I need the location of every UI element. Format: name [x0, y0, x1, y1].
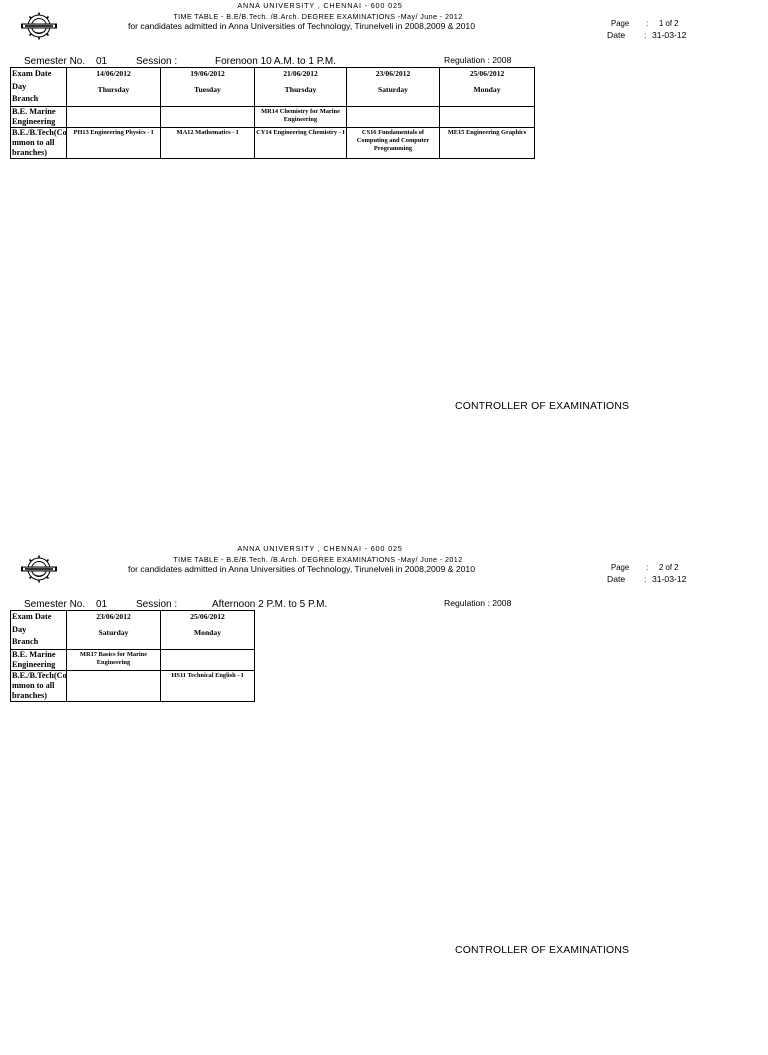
date-label: Date [607, 574, 626, 584]
row-labels-cell [11, 611, 67, 650]
session-time: Afternoon 2 P.M. to 5 P.M. [212, 599, 328, 610]
exam-day: Saturday [378, 85, 408, 94]
subject-cell: HS11 Technical English - I [161, 670, 255, 701]
exam-date-label: Exam Date [12, 69, 52, 78]
timetable-page-1 [0, 0, 768, 512]
date-column-header [440, 68, 535, 107]
date-colon: : [644, 574, 647, 584]
exam-date: 21/06/2012 [283, 69, 318, 78]
date-column-header [347, 68, 440, 107]
subject-cell: CS16 Fundamentals of Computing and Computer Programming [347, 127, 440, 158]
page-colon: : [646, 563, 649, 572]
exam-date-label: Exam Date [12, 612, 52, 621]
session-label: Session : [136, 599, 178, 610]
regulation: Regulation : 2008 [444, 598, 512, 608]
candidates-line: for candidates admitted in Anna Universities of Technology, Tirunelveli in 2008,2009 & 2010 [128, 564, 475, 574]
page-label: Page [611, 19, 630, 28]
date-column-header [255, 68, 347, 107]
subject-cell [161, 106, 255, 127]
issue-date: 31-03-12 [652, 574, 687, 584]
date-column-header [161, 68, 255, 107]
branch-name: B.E./B.Tech(Co mmon to all branches) [12, 670, 67, 700]
exam-timetable [10, 610, 255, 702]
regulation: Regulation : 2008 [444, 55, 512, 65]
table-row [11, 127, 535, 158]
exam-date: 23/06/2012 [96, 612, 131, 621]
university-name: ANNA UNIVERSITY , CHENNAI - 600 025 [237, 1, 403, 10]
subject-cell: CY14 Engineering Chemistry - I [255, 127, 347, 158]
subject-cell: MA12 Mathematics - I [161, 127, 255, 158]
subject-cell [440, 106, 535, 127]
timetable-title: TIME TABLE - B.E/B.Tech. /B.Arch. DEGREE EXAMINATIONS -May/ June - 2012 [173, 555, 463, 564]
exam-day: Saturday [98, 628, 129, 637]
table-header-row [11, 611, 255, 650]
exam-date: 19/06/2012 [190, 69, 225, 78]
branch-label: Branch [12, 637, 39, 646]
semester-label: Semester No. [24, 599, 86, 610]
subject-cell: MR17 Basics for Marine Engineering [67, 649, 161, 670]
exam-day: Monday [193, 628, 221, 637]
branch-name: B.E. Marine Engineering [11, 649, 67, 670]
semester-number: 01 [96, 599, 108, 610]
subject-cell: MR14 Chemistry for Marine Engineering [255, 106, 347, 127]
exam-day: Monday [473, 85, 501, 94]
page-label: Page [611, 563, 630, 572]
semester-number: 01 [96, 56, 108, 67]
exam-date: 25/06/2012 [190, 612, 225, 621]
university-name: ANNA UNIVERSITY , CHENNAI - 600 025 [237, 544, 403, 553]
exam-date: 23/06/2012 [375, 69, 411, 78]
date-column-header [161, 611, 255, 650]
page-colon: : [646, 19, 649, 28]
date-column-header [67, 68, 161, 107]
day-label: Day [12, 81, 27, 91]
exam-date: 14/06/2012 [96, 69, 131, 78]
date-colon: : [644, 30, 647, 40]
candidates-line: for candidates admitted in Anna Universities of Technology, Tirunelveli in 2008,2009 & 2010 [128, 21, 475, 31]
session-time: Forenoon 10 A.M. to 1 P.M. [215, 56, 336, 67]
exam-day: Thursday [284, 85, 317, 94]
subject-cell [347, 106, 440, 127]
session-label: Session : [136, 56, 178, 67]
semester-label: Semester No. [24, 56, 86, 67]
page-number: 2 of 2 [659, 563, 679, 572]
timetable-title: TIME TABLE - B.E/B.Tech. /B.Arch. DEGREE EXAMINATIONS -May/ June - 2012 [173, 12, 463, 21]
controller-signature: CONTROLLER OF EXAMINATIONS [455, 401, 630, 412]
page-number: 1 of 2 [659, 19, 679, 28]
table-row [11, 106, 535, 127]
subject-cell: PH13 Engineering Physics - I [67, 127, 161, 158]
subject-cell [161, 649, 255, 670]
subject-cell [67, 106, 161, 127]
exam-day: Tuesday [194, 85, 221, 94]
day-label: Day [12, 624, 27, 634]
subject-cell [67, 670, 161, 701]
table-row [11, 649, 255, 670]
controller-signature: CONTROLLER OF EXAMINATIONS [455, 945, 630, 956]
table-header-row [11, 68, 535, 107]
table-row [11, 670, 255, 701]
timetable-page-2 [0, 543, 768, 1055]
date-label: Date [607, 30, 626, 40]
branch-name: B.E. Marine Engineering [11, 106, 67, 127]
branch-label: Branch [12, 94, 39, 103]
exam-timetable [10, 67, 535, 159]
subject-cell: ME15 Engineering Graphics [440, 127, 535, 158]
date-column-header [67, 611, 161, 650]
issue-date: 31-03-12 [652, 30, 687, 40]
row-labels-cell [11, 68, 67, 107]
branch-name: B.E./B.Tech(Co mmon to all branches) [12, 127, 67, 157]
exam-day: Thursday [97, 85, 130, 94]
exam-date: 25/06/2012 [469, 69, 505, 78]
